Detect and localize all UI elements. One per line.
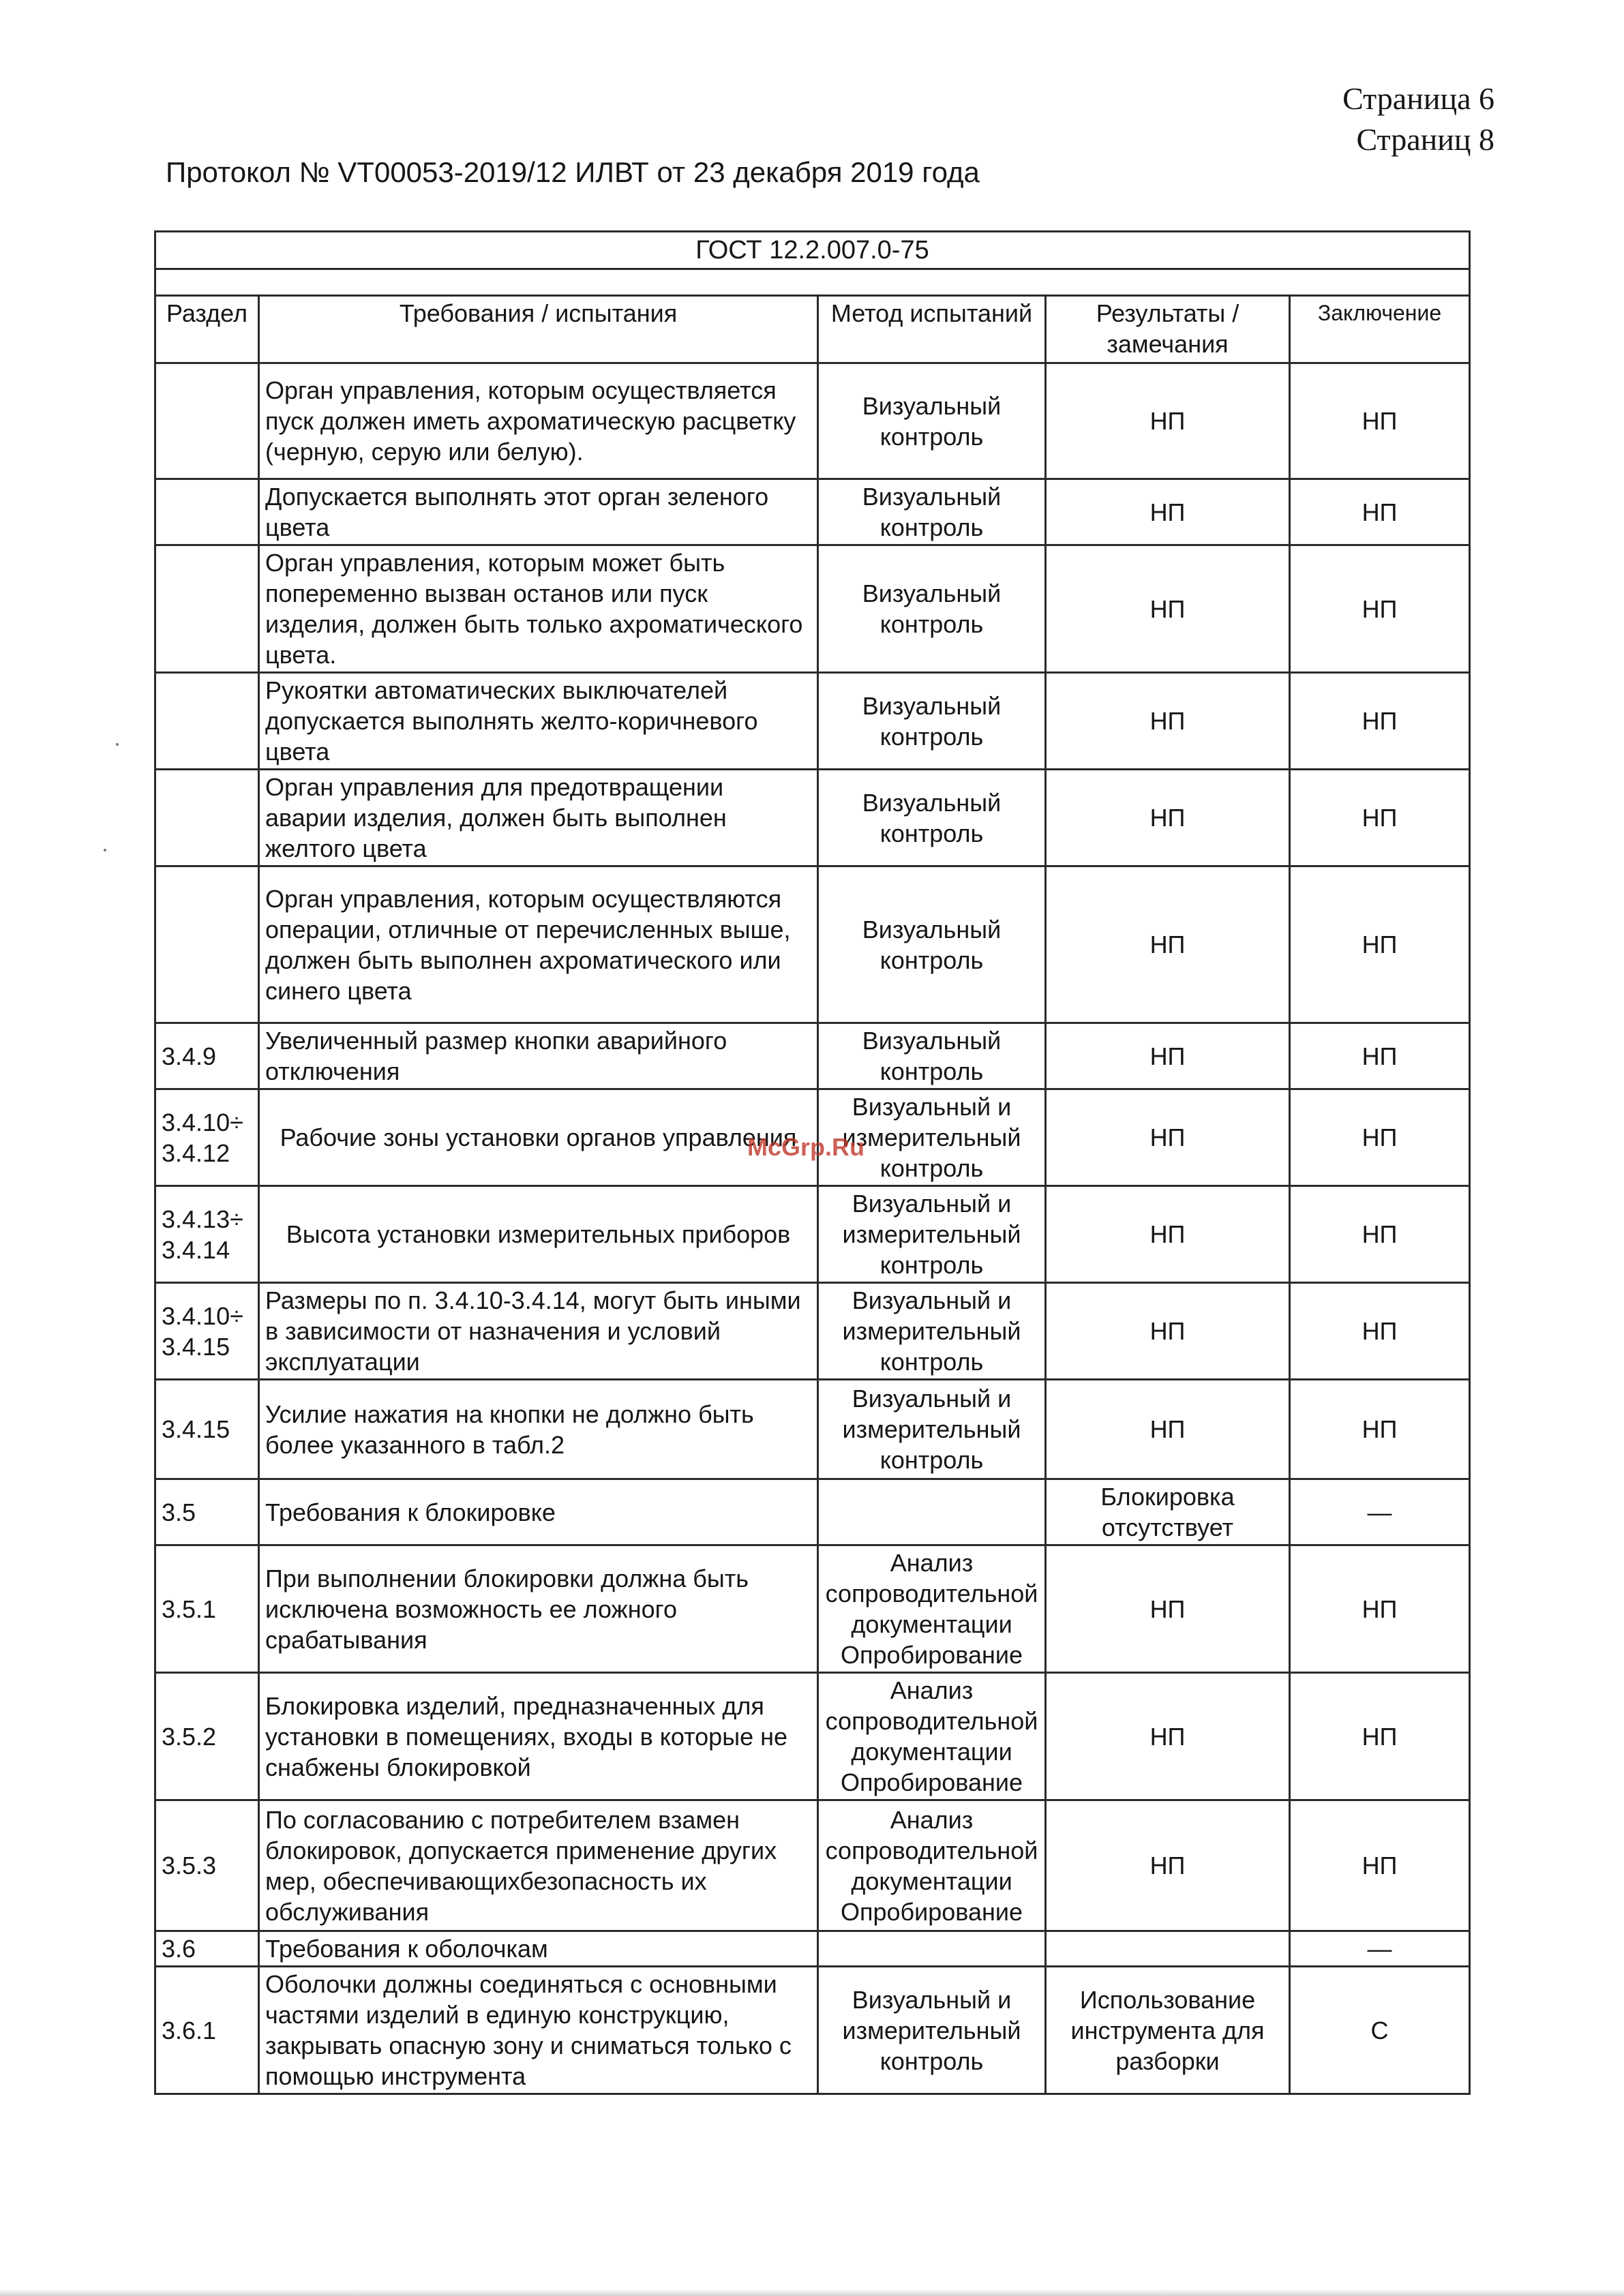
result-cell: НП (1046, 673, 1290, 770)
spacer-cell (155, 269, 1470, 296)
result-cell: Использование инструмента для разборки (1046, 1967, 1290, 2094)
column-header-section: Раздел (155, 296, 259, 363)
requirement-cell: Блокировка изделий, предназначенных для установки в помещениях, входы в которые не снабжены блокировкой (259, 1673, 818, 1800)
result-cell: НП (1046, 1673, 1290, 1800)
result-cell: НП (1046, 866, 1290, 1023)
method-cell: Визуальный контроль (818, 479, 1046, 545)
requirement-cell: Увеличенный размер кнопки аварийного отключения (259, 1023, 818, 1089)
method-cell: Анализ сопроводительной документации Опробирование (818, 1800, 1046, 1931)
section-cell: 3.5.1 (155, 1545, 259, 1673)
requirement-cell: При выполнении блокировки должна быть исключена возможность ее ложного срабатывания (259, 1545, 818, 1673)
table-row (155, 1380, 1470, 1479)
result-cell: НП (1046, 1800, 1290, 1931)
requirement-cell: Рабочие зоны установки органов управления (259, 1089, 818, 1186)
table-row (155, 363, 1470, 479)
section-cell: 3.5.3 (155, 1800, 259, 1931)
method-cell: Визуальный и измерительный контроль (818, 1380, 1046, 1479)
method-cell (818, 1479, 1046, 1545)
result-cell: НП (1046, 363, 1290, 479)
conclusion-cell: — (1290, 1931, 1470, 1967)
column-header-result: Результаты / замечания (1046, 296, 1290, 363)
section-cell: 3.4.10÷ 3.4.12 (155, 1089, 259, 1186)
table-row (155, 866, 1470, 1023)
result-cell: НП (1046, 479, 1290, 545)
requirement-cell: Орган управления, которым может быть попеременно вызван останов или пуск изделия, должен быть только ахроматического цвета. (259, 545, 818, 673)
method-cell: Анализ сопроводительной документации Опробирование (818, 1673, 1046, 1800)
table-row (155, 1800, 1470, 1931)
method-cell: Визуальный контроль (818, 1023, 1046, 1089)
conclusion-cell: — (1290, 1479, 1470, 1545)
section-cell: 3.5 (155, 1479, 259, 1545)
result-cell: НП (1046, 1545, 1290, 1673)
table-row (155, 1545, 1470, 1673)
result-cell: НП (1046, 770, 1290, 866)
section-cell: 3.4.9 (155, 1023, 259, 1089)
requirement-cell: Требования к блокировке (259, 1479, 818, 1545)
table-row (155, 1283, 1470, 1380)
table-row (155, 479, 1470, 545)
conclusion-cell: НП (1290, 1380, 1470, 1479)
method-cell: Визуальный и измерительный контроль (818, 1967, 1046, 2094)
scan-speck (116, 743, 119, 746)
result-cell: НП (1046, 545, 1290, 673)
requirement-cell: По согласованию с потребителем взамен блокировок, допускается применение других мер, обеспечивающихбезопасность их обслуживания (259, 1800, 818, 1931)
table-row (155, 1186, 1470, 1283)
page-number: Страница 6 (1342, 81, 1494, 116)
conclusion-cell: НП (1290, 1800, 1470, 1931)
requirement-cell: Допускается выполнять этот орган зеленого цвета (259, 479, 818, 545)
table-row (155, 673, 1470, 770)
result-cell: Блокировка отсутствует (1046, 1479, 1290, 1545)
conclusion-cell: НП (1290, 866, 1470, 1023)
scan-speck (104, 849, 106, 851)
result-cell: НП (1046, 1089, 1290, 1186)
method-cell: Визуальный и измерительный контроль (818, 1186, 1046, 1283)
scan-edge (0, 2289, 1624, 2296)
method-cell (818, 1931, 1046, 1967)
method-cell: Визуальный контроль (818, 545, 1046, 673)
section-cell (155, 479, 259, 545)
conclusion-cell: С (1290, 1967, 1470, 2094)
table-row (155, 1479, 1470, 1545)
protocol-title: Протокол № VT00053-2019/12 ИЛВТ от 23 декабря 2019 года (166, 156, 980, 188)
requirement-cell: Рукоятки автоматических выключателей допускается выполнять желто-коричневого цвета (259, 673, 818, 770)
table-row (155, 770, 1470, 866)
requirements-table (154, 230, 1471, 2095)
column-header-method: Метод испытаний (818, 296, 1046, 363)
header-row (155, 296, 1470, 363)
section-cell (155, 866, 259, 1023)
watermark: McGrp.Ru (747, 1133, 865, 1161)
requirement-cell: Высота установки измерительных приборов (259, 1186, 818, 1283)
conclusion-cell: НП (1290, 1545, 1470, 1673)
table-row (155, 1673, 1470, 1800)
method-cell: Визуальный и измерительный контроль (818, 1089, 1046, 1186)
method-cell: Визуальный контроль (818, 673, 1046, 770)
requirement-cell: Усилие нажатия на кнопки не должно быть более указанного в табл.2 (259, 1380, 818, 1479)
section-cell: 3.5.2 (155, 1673, 259, 1800)
section-cell: 3.6.1 (155, 1967, 259, 2094)
conclusion-cell: НП (1290, 673, 1470, 770)
table-row (155, 1023, 1470, 1089)
method-cell: Визуальный контроль (818, 363, 1046, 479)
section-cell (155, 770, 259, 866)
conclusion-cell: НП (1290, 1186, 1470, 1283)
column-header-conclusion: Заключение (1290, 296, 1470, 363)
method-cell: Визуальный контроль (818, 770, 1046, 866)
conclusion-cell: НП (1290, 1089, 1470, 1186)
conclusion-cell: НП (1290, 479, 1470, 545)
conclusion-cell: НП (1290, 1673, 1470, 1800)
section-cell: 3.4.15 (155, 1380, 259, 1479)
section-cell (155, 673, 259, 770)
method-cell: Визуальный контроль (818, 866, 1046, 1023)
conclusion-cell: НП (1290, 1023, 1470, 1089)
standard-row (155, 232, 1470, 269)
conclusion-cell: НП (1290, 770, 1470, 866)
conclusion-cell: НП (1290, 1283, 1470, 1380)
requirement-cell: Оболочки должны соединяться с основными частями изделий в единую конструкцию, закрывать опасную зону и сниматься только с помощью инструмента (259, 1967, 818, 2094)
result-cell: НП (1046, 1380, 1290, 1479)
table-row (155, 1967, 1470, 2094)
requirement-cell: Требования к оболочкам (259, 1931, 818, 1967)
section-cell: 3.4.10÷ 3.4.15 (155, 1283, 259, 1380)
result-cell: НП (1046, 1186, 1290, 1283)
method-cell: Анализ сопроводительной документации Опробирование (818, 1545, 1046, 1673)
section-cell: 3.4.13÷ 3.4.14 (155, 1186, 259, 1283)
table-row (155, 545, 1470, 673)
spacer-row (155, 269, 1470, 296)
section-cell (155, 545, 259, 673)
result-cell (1046, 1931, 1290, 1967)
requirement-cell: Размеры по п. 3.4.10-3.4.14, могут быть иными в зависимости от назначения и условий эксплуатации (259, 1283, 818, 1380)
requirement-cell: Орган управления, которым осуществляются операции, отличные от перечисленных выше, должен быть выполнен ахроматического или синего цвета (259, 866, 818, 1023)
total-pages: Страниц 8 (1356, 122, 1494, 157)
conclusion-cell: НП (1290, 363, 1470, 479)
section-cell (155, 363, 259, 479)
section-cell: 3.6 (155, 1931, 259, 1967)
method-cell: Визуальный и измерительный контроль (818, 1283, 1046, 1380)
table-row (155, 1931, 1470, 1967)
requirement-cell: Орган управления для предотвращении аварии изделия, должен быть выполнен желтого цвета (259, 770, 818, 866)
conclusion-cell: НП (1290, 545, 1470, 673)
column-header-requirement: Требования / испытания (259, 296, 818, 363)
requirement-cell: Орган управления, которым осуществляется пуск должен иметь ахроматическую расцветку (черную, серую или белую). (259, 363, 818, 479)
result-cell: НП (1046, 1023, 1290, 1089)
standard-title: ГОСТ 12.2.007.0-75 (155, 232, 1470, 269)
result-cell: НП (1046, 1283, 1290, 1380)
